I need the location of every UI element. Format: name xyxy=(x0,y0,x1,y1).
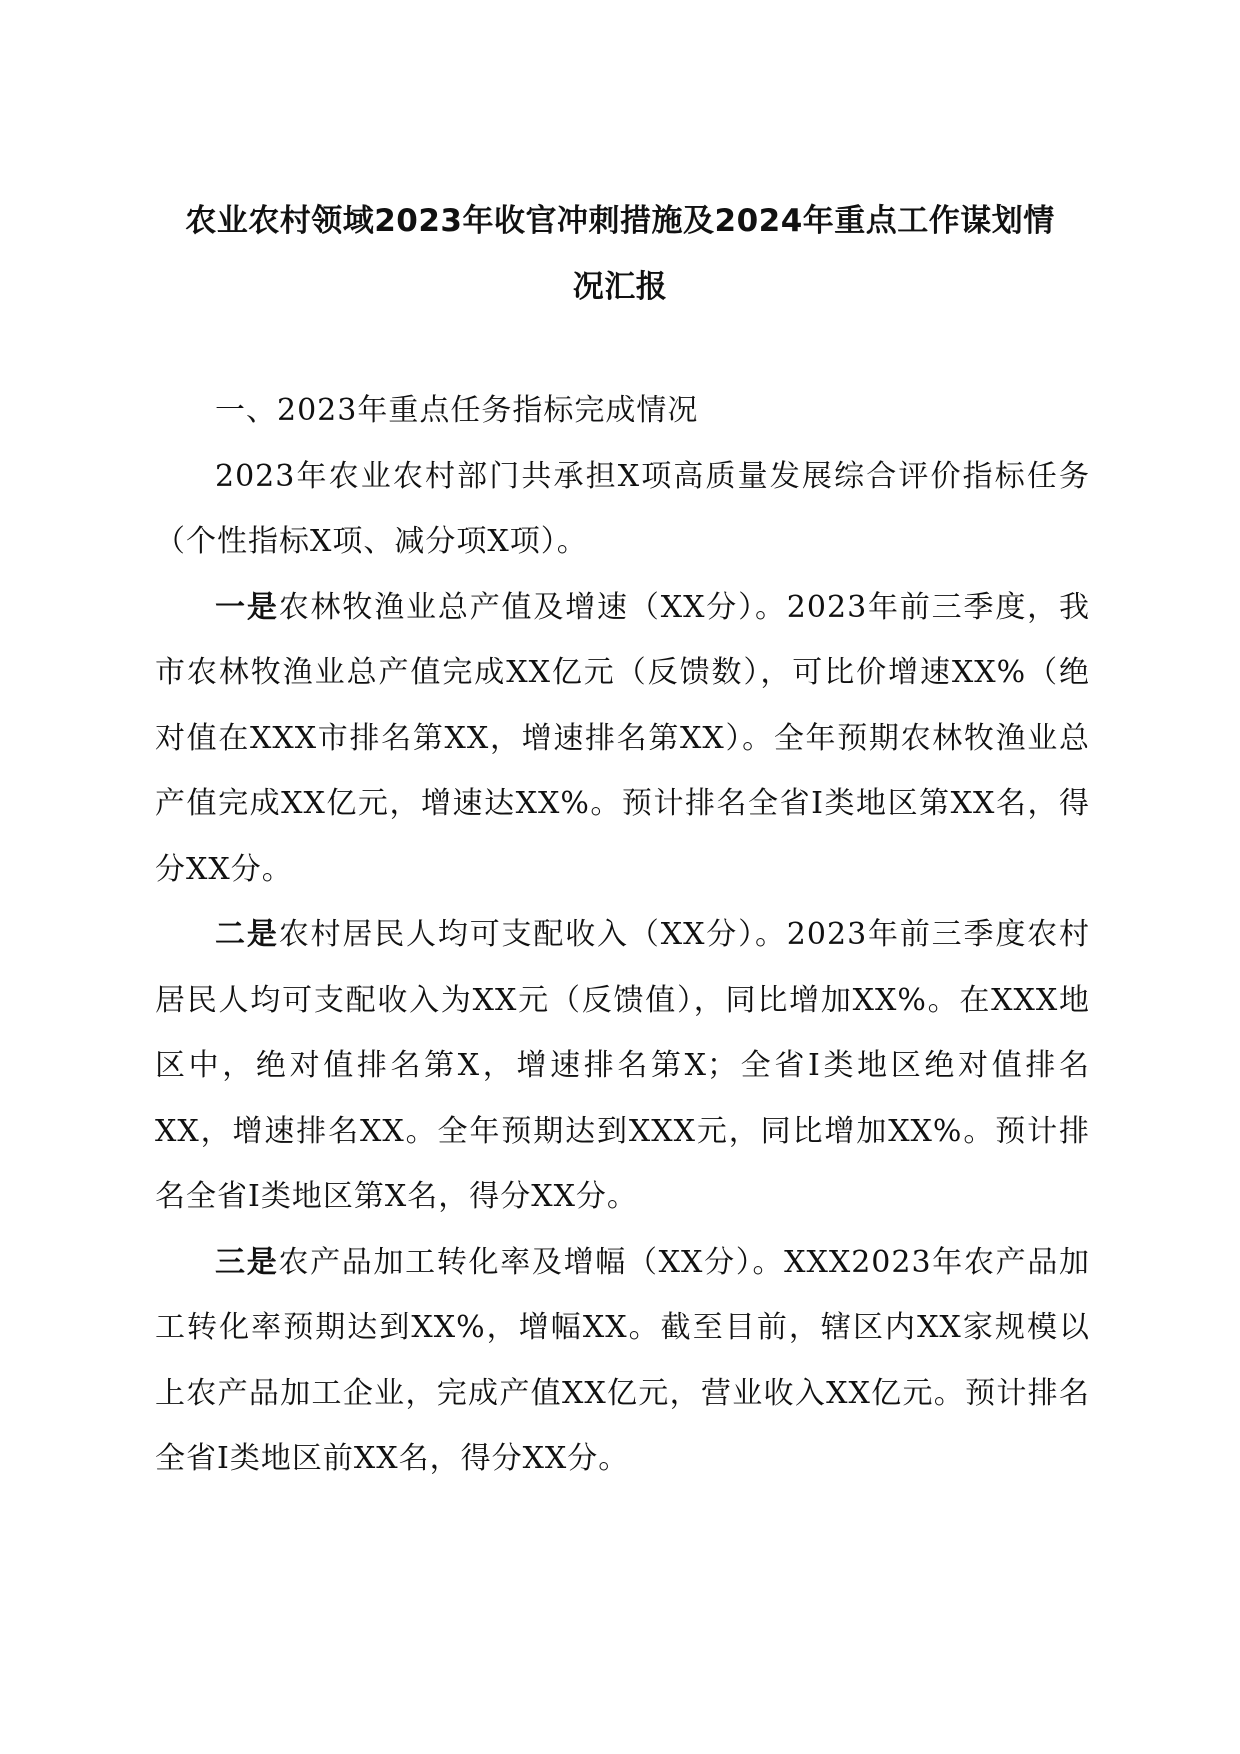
paragraph-text: 农产品加工转化率及增幅（XX分）。XXX2023年农产品加工转化率预期达到XX%，增幅XX。截至目前，辖区内XX家规模以上农产品加工企业，完成产值XX亿元，营业收入XX亿元。预计排名全省I类地区前XX名，得分XX分。 xyxy=(155,1244,1091,1476)
document-body xyxy=(155,378,1090,1492)
indicator-paragraph-1 xyxy=(155,575,1090,903)
paragraph-text: 农林牧渔业总产值及增速（XX分）。2023年前三季度，我市农林牧渔业总产值完成XX亿元（反馈数），可比价增速XX%（绝对值在XXX市排名第XX，增速排名第XX）。全年预期农林牧渔业总产值完成XX亿元，增速达XX%。预计排名全省I类地区第XX名，得分XX分。 xyxy=(155,589,1091,887)
paragraph-lead: 三是 xyxy=(215,1244,279,1280)
paragraph-text: 农村居民人均可支配收入（XX分）。2023年前三季度农村居民人均可支配收入为XX元（反馈值），同比增加XX%。在XXX地区中，绝对值排名第X，增速排名第X；全省I类地区绝对值排名XX，增速排名XX。全年预期达到XXX元，同比增加XX%。预计排名全省I类地区第X名，得分XX分。 xyxy=(155,917,1091,1214)
document-title xyxy=(150,188,1090,320)
indicator-paragraph-3 xyxy=(155,1230,1090,1492)
paragraph-lead: 二是 xyxy=(215,917,279,952)
document-title-line-2: 况汇报 xyxy=(572,269,668,305)
document-title-line-1: 农业农村领域2023年收官冲刺措施及2024年重点工作谋划情 xyxy=(185,203,1055,239)
section-intro-paragraph: 2023年农业农村部门共承担X项高质量发展综合评价指标任务（个性指标X项、减分项X项）。 xyxy=(155,458,1090,559)
section-heading: 一、2023年重点任务指标完成情况 xyxy=(215,393,699,428)
paragraph-lead: 一是 xyxy=(215,589,279,625)
indicator-paragraph-2 xyxy=(155,902,1090,1230)
